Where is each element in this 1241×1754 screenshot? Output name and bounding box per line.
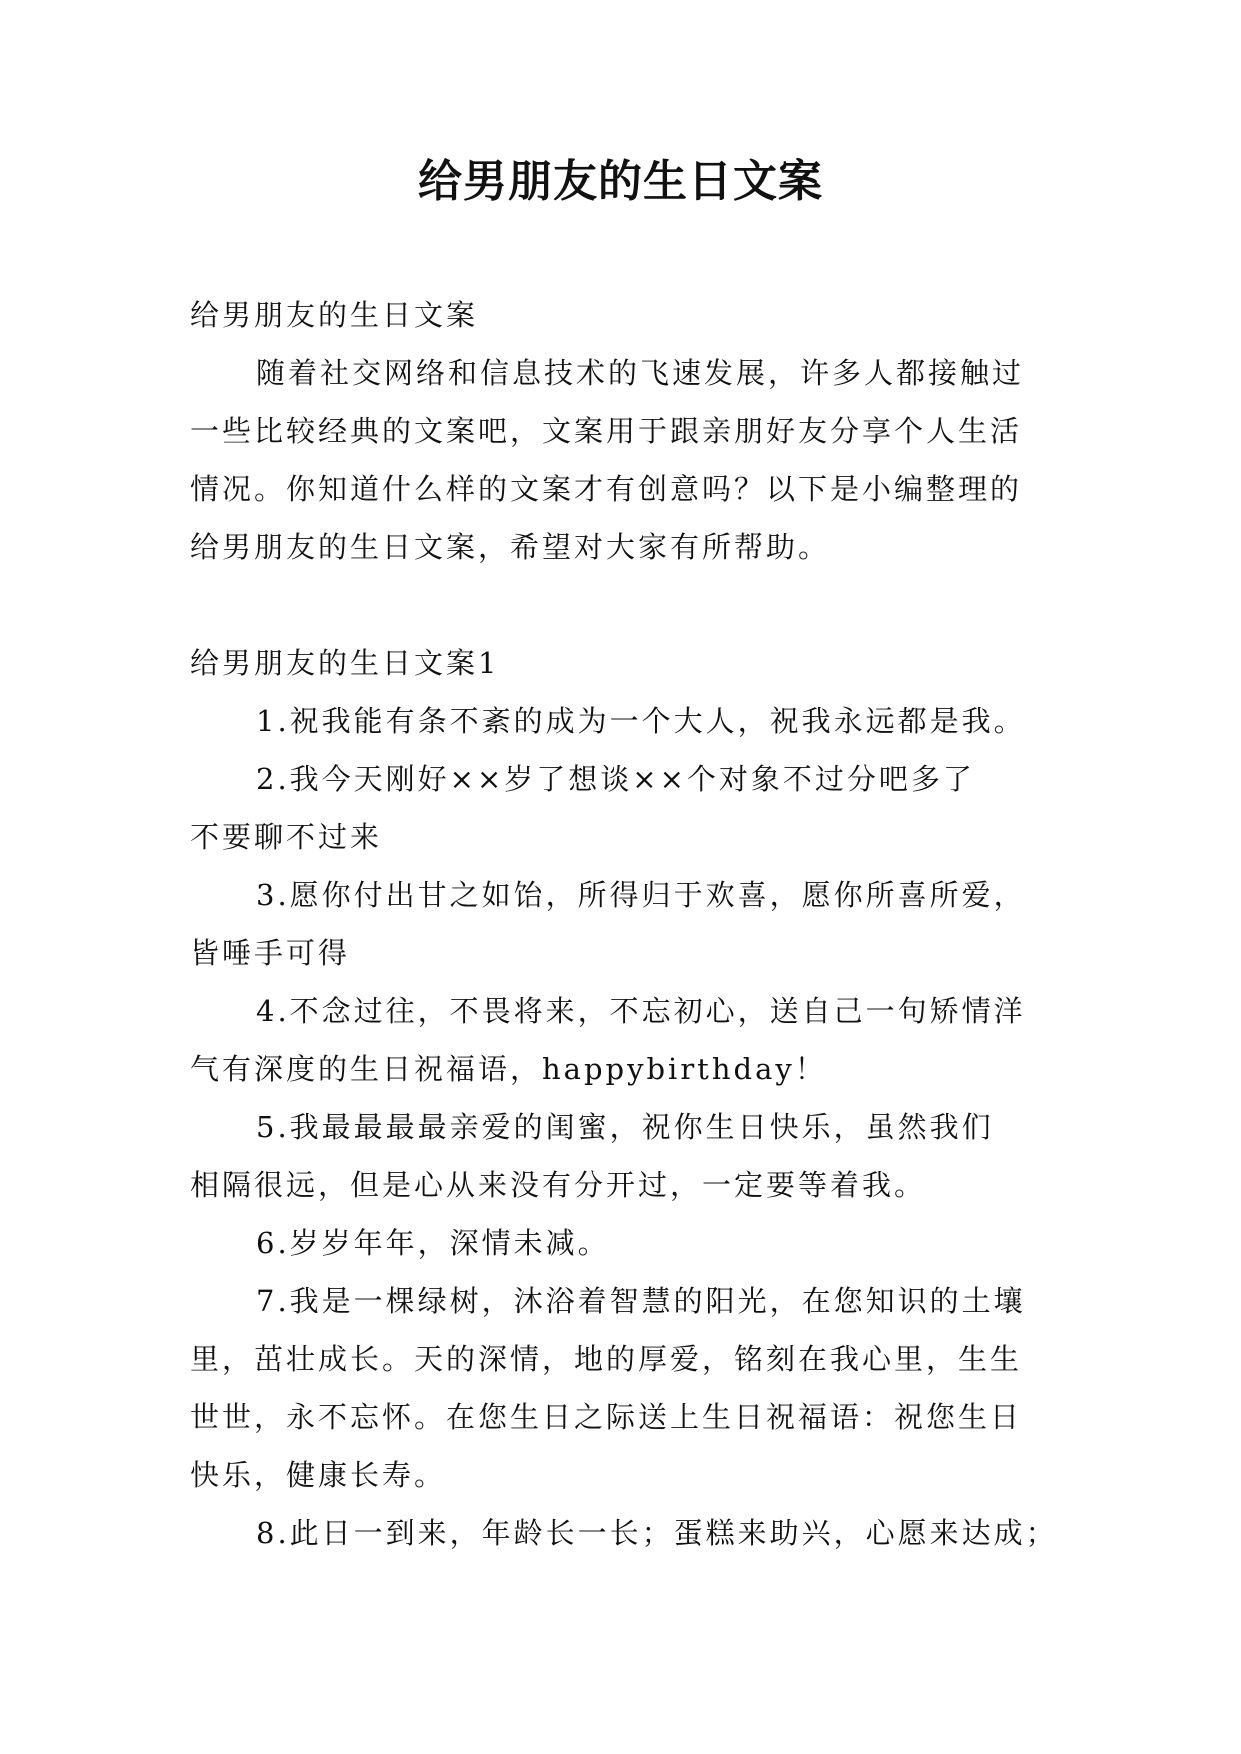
text-line: 气有深度的生日祝福语，happybirthday！ [190, 1052, 827, 1086]
text-line: 7.我是一棵绿树，沐浴着智慧的阳光，在您知识的土壤 [256, 1284, 1026, 1318]
text-line: 3.愿你付出甘之如饴，所得归于欢喜，愿你所喜所爱， [256, 878, 1026, 912]
text-line: 不要聊不过来 [190, 820, 383, 854]
text-line: 情况。你知道什么样的文案才有创意吗？以下是小编整理的 [190, 472, 1023, 506]
text-line: 5.我最最最最亲爱的闺蜜，祝你生日快乐，虽然我们 [256, 1110, 994, 1144]
text-line: 给男朋友的生日文案，希望对大家有所帮助。 [190, 530, 831, 564]
text-line: 2.我今天刚好××岁了想谈××个对象不过分吧多了 [256, 762, 975, 796]
text-line: 里，茁壮成长。天的深情，地的厚爱，铭刻在我心里，生生 [190, 1342, 1023, 1376]
text-line: 4.不念过往，不畏将来，不忘初心，送自己一句矫情洋 [256, 994, 1026, 1028]
document-title: 给男朋友的生日文案 [418, 156, 823, 207]
text-line: 皆唾手可得 [190, 936, 351, 970]
document-body [190, 286, 1058, 1562]
text-line: 给男朋友的生日文案1 [190, 646, 500, 680]
text-line: 8.此日一到来，年龄长一长；蛋糕来助兴，心愿来达成； [256, 1516, 1058, 1550]
text-line: 一些比较经典的文案吧，文案用于跟亲朋好友分享个人生活 [190, 414, 1023, 448]
text-line: 相隔很远，但是心从来没有分开过，一定要等着我。 [190, 1168, 927, 1202]
text-line: 随着社交网络和信息技术的飞速发展，许多人都接触过 [256, 356, 1025, 390]
text-line: 1.祝我能有条不紊的成为一个大人，祝我永远都是我。 [256, 704, 1026, 738]
text-line: 快乐，健康长寿。 [190, 1458, 447, 1492]
text-line: 6.岁岁年年，深情未减。 [256, 1226, 610, 1260]
text-line: 世世，永不忘怀。在您生日之际送上生日祝福语：祝您生日 [190, 1400, 1023, 1434]
text-line: 给男朋友的生日文案 [190, 298, 479, 332]
